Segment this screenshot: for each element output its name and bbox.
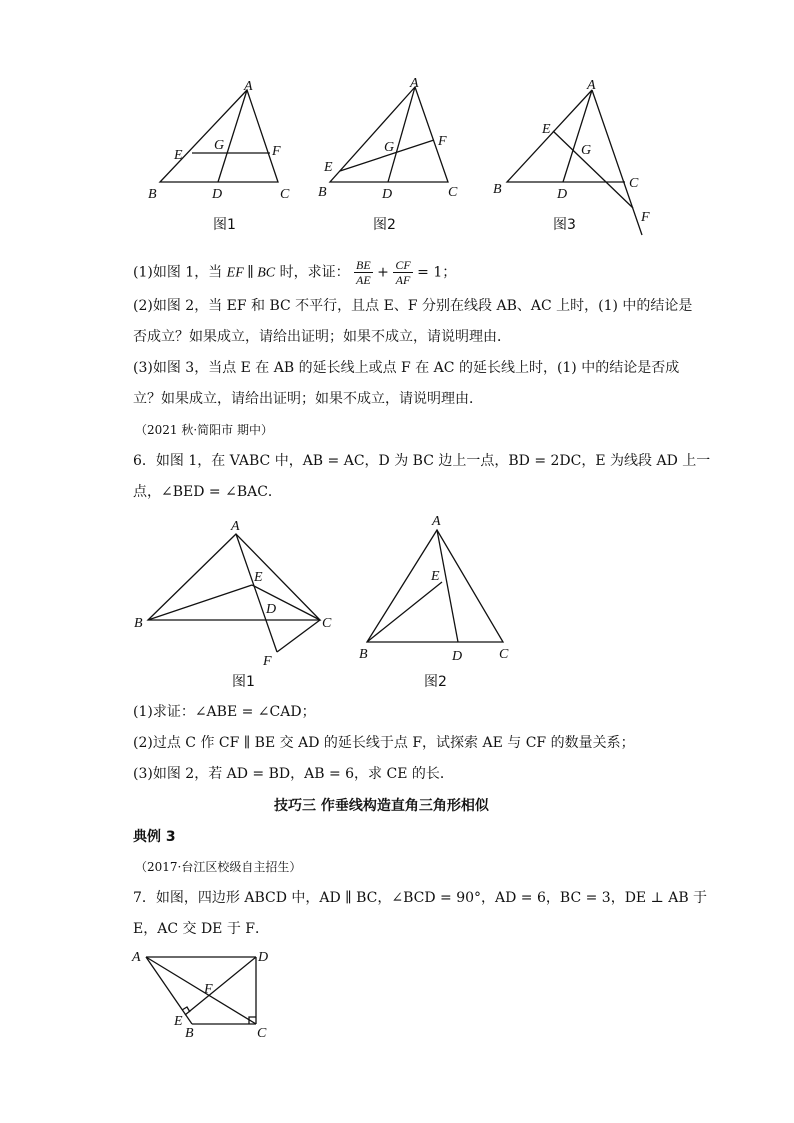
q5-part1-tail: = 1； <box>417 264 457 281</box>
q5-part1-mid: 时，求证： <box>279 264 350 281</box>
q6-part3: (3)如图 2，若 AD = BD，AB = 6，求 CE 的长． <box>133 766 454 782</box>
fig2-label-f: F <box>438 134 447 149</box>
q5-part2-line1: (2)如图 2，当 EF 和 BC 不平行，且点 E、F 分别在线段 AB、AC 上时，(1) 中的结论是 <box>133 298 693 314</box>
fig3-label-d: D <box>557 187 568 202</box>
example-source: （2017·台江区校级自主招生） <box>135 860 302 874</box>
q6-fig2-label-c: C <box>499 647 509 662</box>
q6-fig2-label-b: B <box>359 647 368 662</box>
q5-part1-prefix: (1)如图 1，当 <box>133 264 223 281</box>
fig2-label-c: C <box>448 185 458 200</box>
q6-figure-2-caption: 图2 <box>424 674 447 690</box>
fig3-label-e: E <box>542 122 551 137</box>
fig2-label-b: B <box>318 185 327 200</box>
q5-part1-condition: EF ∥ BC <box>226 265 276 281</box>
fig3-label-g: G <box>581 143 592 158</box>
fig2-label-g: G <box>384 140 395 155</box>
q7-label-f: F <box>204 982 213 997</box>
q7-label-b: B <box>185 1026 194 1041</box>
q6-fig2-label-a: A <box>432 514 441 529</box>
fraction-be-ae-numerator: BE <box>356 258 371 272</box>
q5-part2-line2: 否成立？如果成立，请给出证明；如果不成立，请说明理由． <box>133 329 511 345</box>
q6-line2: 点，∠BED = ∠BAC． <box>133 484 282 500</box>
q6-fig1-label-d: D <box>266 602 277 617</box>
q5-part1 <box>133 258 456 287</box>
q6-line1: 6．如图 1，在 VABC 中，AB = AC，D 为 BC 边上一点，BD = 2DC，E 为线段 AD 上一 <box>133 453 711 469</box>
fraction-be-ae <box>354 258 373 287</box>
q6-source: （2021 秋·简阳市 期中） <box>135 423 273 437</box>
fig2-label-e: E <box>324 160 333 175</box>
q6-fig1-label-c: C <box>322 616 332 631</box>
q6-part1: (1)求证：∠ABE = ∠CAD； <box>133 704 316 720</box>
fraction-cf-af-denominator: AF <box>395 273 411 287</box>
q7-line2: E，AC 交 DE 于 F． <box>133 921 270 937</box>
fig3-label-a: A <box>587 78 596 93</box>
fig3-label-f: F <box>641 210 650 225</box>
fig2-label-a: A <box>410 76 419 91</box>
q5-part3-line1: (3)如图 3，当点 E 在 AB 的延长线上或点 F 在 AC 的延长线上时，(1) 中的结论是否成 <box>133 360 680 376</box>
q6-fig2-label-d: D <box>452 649 463 664</box>
fig1-label-c: C <box>280 187 290 202</box>
q7-label-e: E <box>174 1014 183 1029</box>
q7-label-c: C <box>257 1026 267 1041</box>
q5-part3-line2: 立？如果成立，请给出证明；如果不成立，请说明理由． <box>133 391 483 407</box>
fig1-label-f: F <box>272 144 281 159</box>
example-heading: 典例 3 <box>133 829 176 845</box>
fraction-be-ae-denominator: AE <box>356 273 371 287</box>
q6-part2: (2)过点 C 作 CF ∥ BE 交 AD 的延长线于点 F，试探索 AE 与 CF 的数量关系； <box>133 735 635 751</box>
section-title: 技巧三 作垂线构造直角三角形相似 <box>274 798 489 814</box>
figure-3-caption: 图3 <box>553 217 576 233</box>
q6-figure-1 <box>130 512 350 672</box>
fig1-label-g: G <box>214 138 225 153</box>
fig3-label-b: B <box>493 182 502 197</box>
fig1-label-e: E <box>174 148 183 163</box>
fig1-label-d: D <box>212 187 223 202</box>
q7-label-a: A <box>132 950 141 965</box>
q6-figure-2 <box>355 512 525 667</box>
q7-figure <box>128 945 278 1045</box>
q6-fig2-label-e: E <box>431 569 440 584</box>
fraction-cf-af-numerator: CF <box>395 258 411 272</box>
fig1-label-b: B <box>148 187 157 202</box>
fig3-label-c: C <box>629 176 639 191</box>
q6-fig1-label-b: B <box>134 616 143 631</box>
q6-figure-1-caption: 图1 <box>232 674 255 690</box>
fraction-cf-af <box>393 258 412 287</box>
figure-2-caption: 图2 <box>373 217 396 233</box>
q6-fig1-label-a: A <box>231 519 240 534</box>
q7-line1: 7．如图，四边形 ABCD 中，AD ∥ BC，∠BCD = 90°，AD = 6，BC = 3，DE ⊥ AB 于 <box>133 890 708 906</box>
q6-fig1-label-e: E <box>254 570 263 585</box>
fig2-label-d: D <box>382 187 393 202</box>
fig1-label-a: A <box>244 79 253 94</box>
plus-sign: + <box>377 264 389 281</box>
figure-1-caption: 图1 <box>213 217 236 233</box>
figure-2-top <box>310 75 470 210</box>
q7-label-d: D <box>258 950 269 965</box>
q6-fig1-label-f: F <box>263 654 272 669</box>
figure-1-top <box>140 75 300 210</box>
